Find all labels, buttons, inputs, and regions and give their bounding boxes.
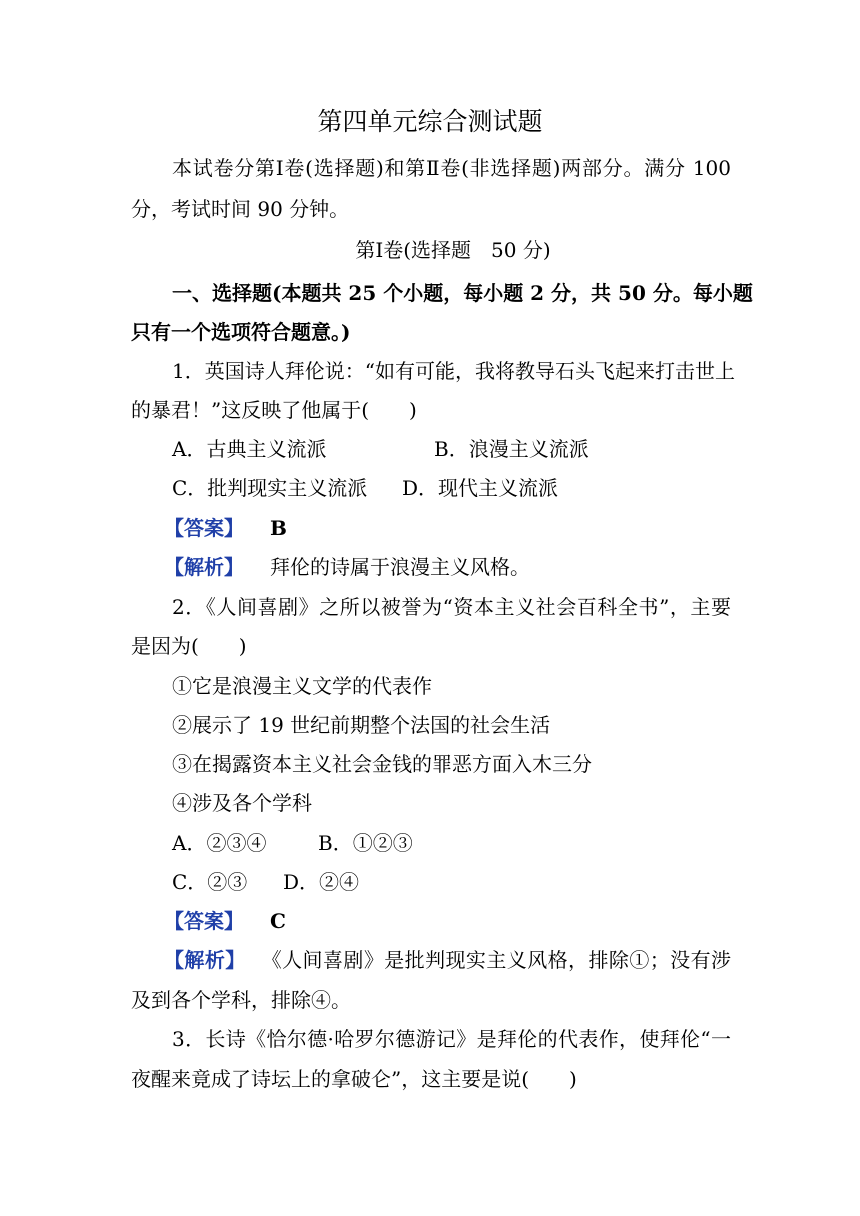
q2-option-c: C．②③	[172, 870, 248, 894]
q3-stem-line-2: 夜醒来竟成了诗坛上的拿破仑”，这主要是说( )	[131, 1067, 577, 1091]
q2-item-3: ③在揭露资本主义社会金钱的罪恶方面入木三分	[172, 752, 592, 776]
q2-option-a: A．②③④	[172, 831, 267, 855]
q2-answer	[164, 907, 764, 935]
q1-option-b: B．浪漫主义流派	[434, 437, 589, 461]
q1-option-a: A．古典主义流派	[172, 437, 327, 461]
q2-analysis-text-1: 《人间喜剧》是批判现实主义风格，排除①；没有涉	[271, 948, 732, 972]
q2-analysis-line-2: 及到各个学科，排除④。	[131, 988, 351, 1012]
answer-tag: 【答案】	[164, 516, 244, 540]
q2-option-d: D．②④	[283, 870, 360, 894]
q1-analysis-text: 拜伦的诗属于浪漫主义风格。	[270, 555, 530, 579]
q1-options-row-1	[172, 435, 772, 463]
intro-line-2: 分，考试时间 90 分钟。	[131, 197, 350, 221]
q1-option-d: D．现代主义流派	[402, 476, 559, 500]
q3-stem-line-1: 3．长诗《恰尔德·哈罗尔德游记》是拜伦的代表作，使拜伦“一	[172, 1027, 731, 1051]
q2-options-row-1	[172, 829, 772, 857]
q2-option-b: B．①②③	[318, 831, 413, 855]
q1-stem-line-2: 的暴君！”这反映了他属于( )	[131, 398, 417, 422]
part-heading-line-2: 只有一个选项符合题意。)	[131, 320, 351, 344]
answer-tag: 【答案】	[164, 909, 244, 933]
q2-stem-line-2: 是因为( )	[131, 634, 247, 658]
q1-stem-line-1: 1．英国诗人拜伦说：“如有可能，我将教导石头飞起来打击世上	[172, 359, 735, 383]
page-title: 第四单元综合测试题	[317, 107, 543, 136]
q1-answer	[164, 514, 764, 542]
q1-analysis	[164, 553, 764, 581]
q2-options-row-2	[172, 868, 772, 896]
q2-stem-line-1: 2．《人间喜剧》之所以被誉为“资本主义社会百科全书”，主要	[172, 595, 731, 619]
q1-options-row-2	[172, 474, 772, 502]
q2-item-1: ①它是浪漫主义文学的代表作	[172, 674, 432, 698]
analysis-tag: 【解析】	[164, 948, 246, 972]
q1-option-c: C．批判现实主义流派	[172, 476, 368, 500]
section-title: 第Ⅰ卷(选择题 50 分)	[355, 238, 551, 262]
analysis-tag: 【解析】	[164, 555, 244, 579]
q2-answer-value: C	[270, 909, 286, 933]
q2-item-4: ④涉及各个学科	[172, 791, 312, 815]
intro-line-1: 本试卷分第Ⅰ卷(选择题)和第Ⅱ卷(非选择题)两部分。满分 100	[172, 156, 731, 180]
q2-analysis-line-1	[164, 946, 731, 974]
part-heading-line-1: 一、选择题(本题共 25 个小题，每小题 2 分，共 50 分。每小题	[172, 281, 753, 305]
q1-answer-value: B	[270, 516, 287, 540]
q2-item-2: ②展示了 19 世纪前期整个法国的社会生活	[172, 713, 551, 737]
